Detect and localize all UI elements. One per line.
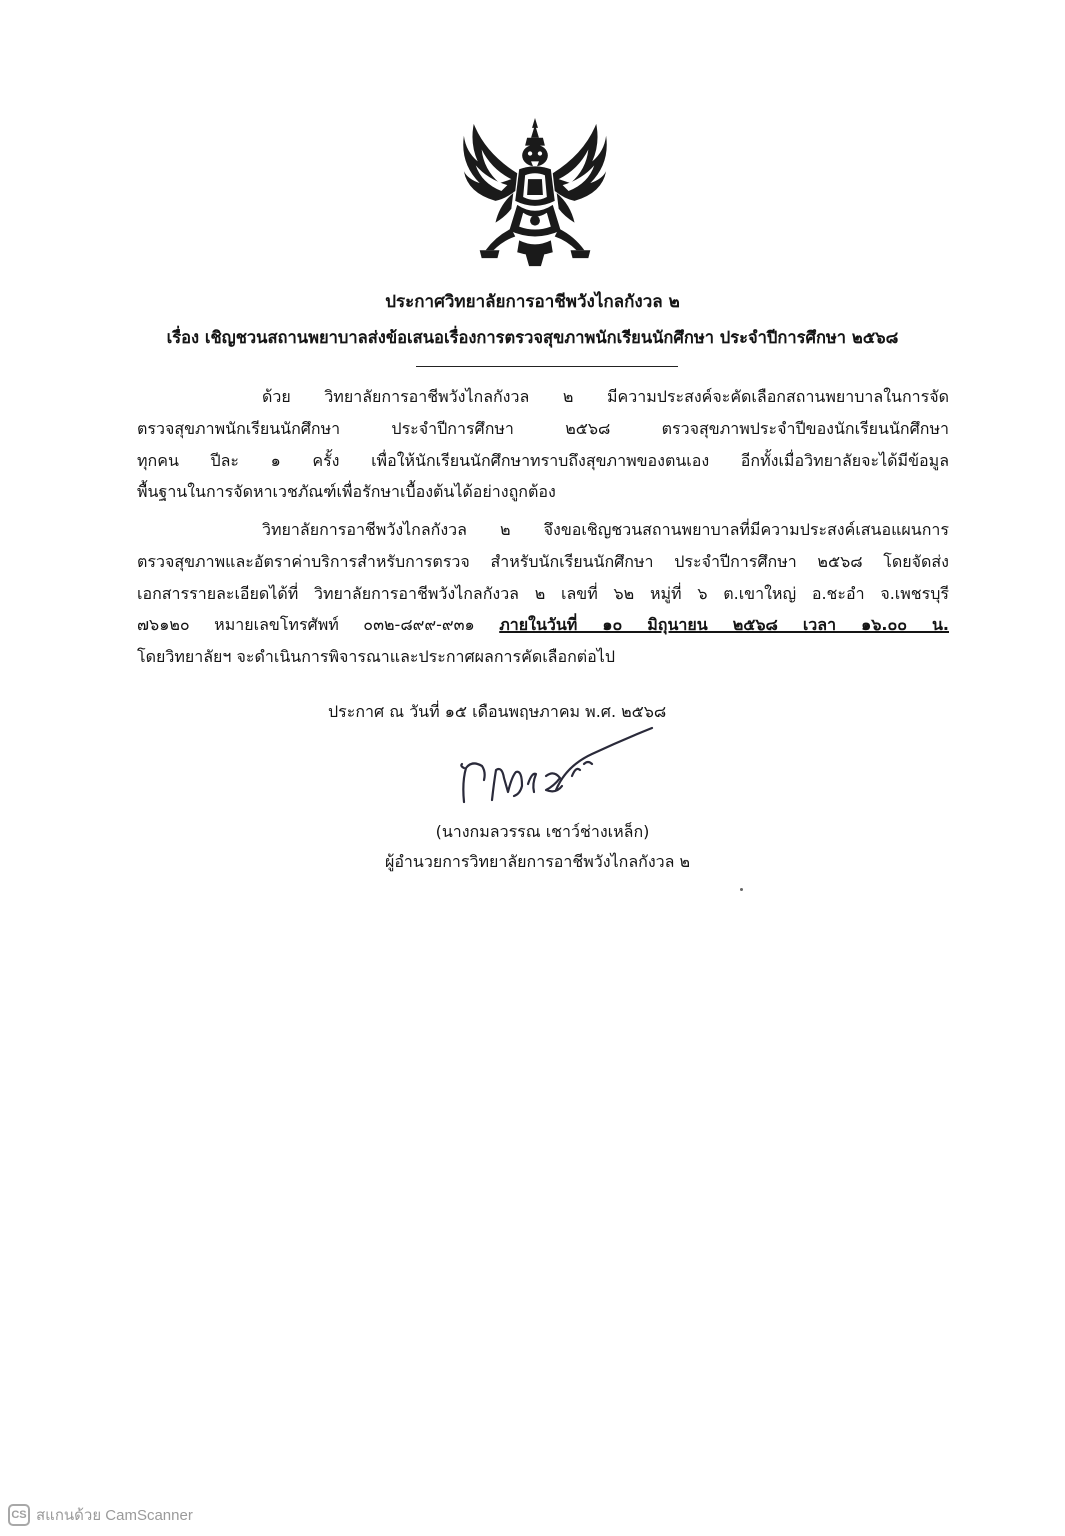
announcement-subject: เรื่อง เชิญชวนสถานพยาบาลส่งข้อเสนอเรื่องการตรวจสุขภาพนักเรียนนักศึกษา ประจำปีการศึกษา ๒๕๖๘ [166, 328, 899, 347]
announcement-title: ประกาศวิทยาลัยการอาชีพวังไกลกังวล ๒ [385, 292, 680, 312]
signer-name: (นางกมลวรรณ เชาว์ช่างเหล็ก) [435, 822, 650, 841]
announcement-date: ประกาศ ณ วันที่ ๑๕ เดือนพฤษภาคม พ.ศ. ๒๕๖๘ [328, 702, 667, 721]
paragraph-2-line: ตรวจสุขภาพและอัตราค่าบริการสำหรับการตรวจ สำหรับนักเรียนนักศึกษา ประจำปีการศึกษา ๒๕๖๘ โดยจัดส่ง [137, 551, 949, 571]
signer-position: ผู้อำนวยการวิทยาลัยการอาชีพวังไกลกังวล ๒ [384, 852, 691, 871]
submission-deadline: ภายในวันที่ ๑๐ มิถุนายน ๒๕๖๘ เวลา ๑๖.๐๐ น. [499, 615, 949, 635]
paragraph-2 [137, 514, 949, 673]
paragraph-2-line: วิทยาลัยการอาชีพวังไกลกังวล ๒ จึงขอเชิญชวนสถานพยาบาลที่มีความประสงค์เสนอแผนการ [262, 520, 949, 539]
scan-speck [740, 888, 743, 891]
paragraph-2-line-with-deadline [137, 609, 949, 641]
handwritten-signature [452, 720, 672, 816]
camscanner-logo-icon: CS [8, 1504, 30, 1526]
watermark-text: สแกนด้วย CamScanner [36, 1507, 193, 1524]
title-divider [416, 366, 678, 367]
paragraph-1 [137, 381, 949, 508]
address-phone-text: ๗๖๑๒๐ หมายเลขโทรศัพท์ ๐๓๒-๘๙๙-๙๓๑ [137, 615, 475, 635]
paragraph-1-line: พื้นฐานในการจัดหาเวชภัณฑ์เพื่อรักษาเบื้องต้นได้อย่างถูกต้อง [137, 482, 556, 502]
paragraph-1-line: ทุกคน ปีละ ๑ ครั้ง เพื่อให้นักเรียนนักศึกษาทราบถึงสุขภาพของตนเอง อีกทั้งเมื่อวิทยาลัยจะได้มีข้อมูล [137, 450, 949, 470]
camscanner-watermark [8, 1502, 193, 1528]
paragraph-2-line: โดยวิทยาลัยฯ จะดำเนินการพิจารณาและประกาศผลการคัดเลือกต่อไป [137, 647, 615, 667]
paragraph-1-line: ด้วย วิทยาลัยการอาชีพวังไกลกังวล ๒ มีความประสงค์จะคัดเลือกสถานพยาบาลในการจัด [262, 387, 949, 406]
paragraph-2-line: เอกสารรายละเอียดได้ที่ วิทยาลัยการอาชีพวังไกลกังวล ๒ เลขที่ ๖๒ หมู่ที่ ๖ ต.เขาใหญ่ อ.ชะอำ จ.เพชรบุรี [137, 583, 950, 603]
paragraph-1-line: ตรวจสุขภาพนักเรียนนักศึกษา ประจำปีการศึกษา ๒๕๖๘ ตรวจสุขภาพประจำปีของนักเรียนนักศึกษา [137, 418, 949, 438]
garuda-emblem-icon [456, 114, 614, 272]
